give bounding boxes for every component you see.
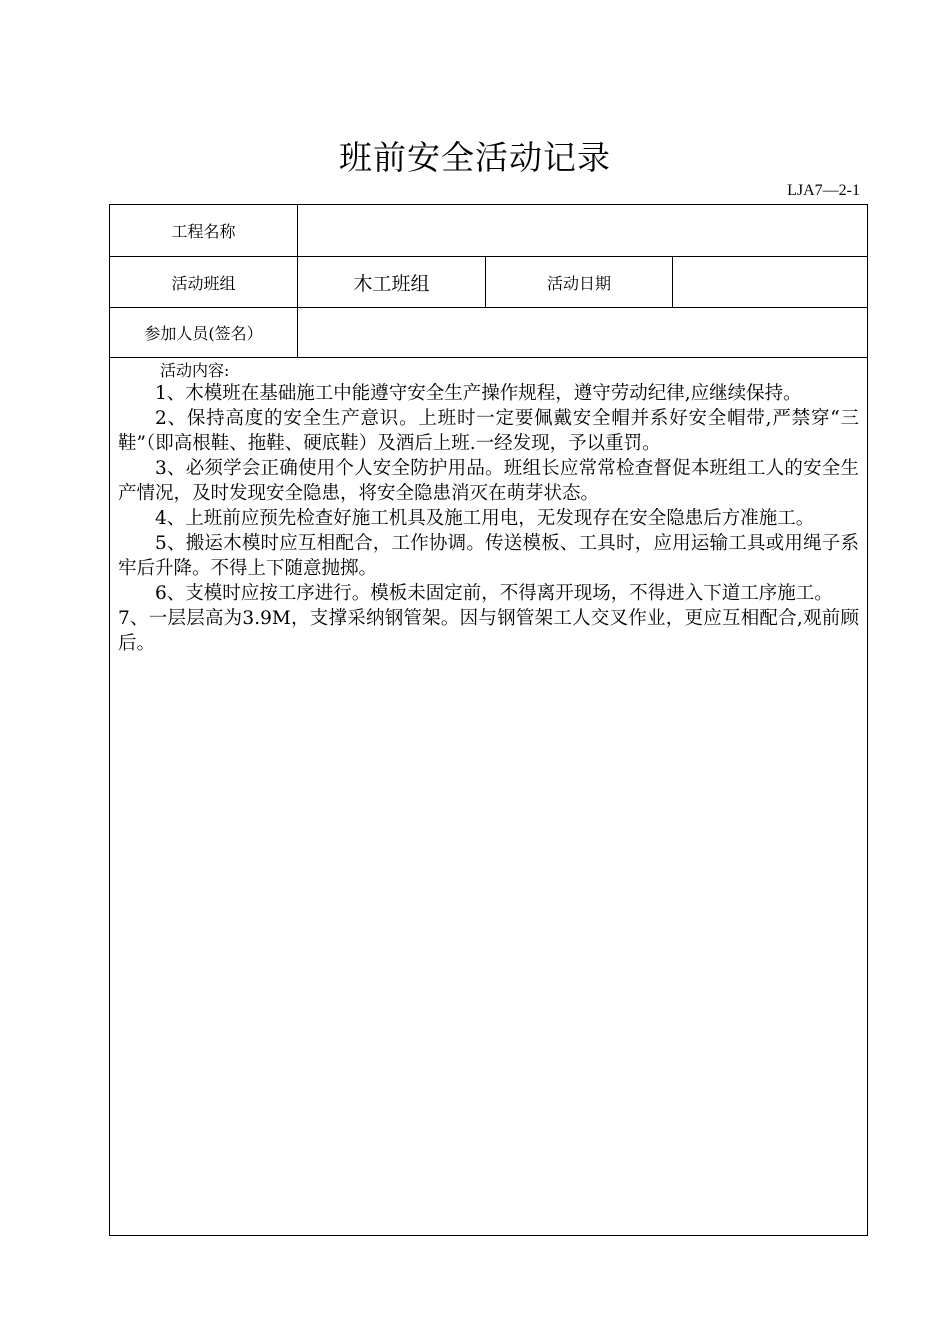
form-code: LJA7—2-1 <box>787 182 860 199</box>
team-field[interactable]: 木工班组 <box>298 257 486 307</box>
date-field[interactable] <box>673 257 867 307</box>
content-item: 5、搬运木模时应互相配合，工作协调。传送模板、工具时，应用运输工具或用绳子系牢后升降。不得上下随意抛掷。 <box>118 533 859 579</box>
content-item: 6、支模时应按工序进行。模板未固定前，不得离开现场，不得进入下道工序施工。 <box>155 583 833 604</box>
date-label: 活动日期 <box>486 257 673 307</box>
team-row <box>110 257 867 308</box>
activity-content <box>118 358 859 656</box>
participants-label: 参加人员(签名） <box>110 308 298 357</box>
content-item: 3、必须学会正确使用个人安全防护用品。班组长应常常检查督促本班组工人的安全生产情况，及时发现安全隐患，将安全隐患消灭在萌芽状态。 <box>118 458 859 504</box>
project-name-label: 工程名称 <box>110 205 298 256</box>
participants-row <box>110 308 867 358</box>
activity-record-form <box>109 204 868 1236</box>
content-item: 4、上班前应预先检查好施工机具及施工用电，无发现存在安全隐患后方准施工。 <box>155 508 815 529</box>
participants-field[interactable] <box>298 308 867 357</box>
content-item: 2、保持高度的安全生产意识。上班时一定要佩戴安全帽并系好安全帽带,严禁穿“三鞋”（即高根鞋、拖鞋、硬底鞋）及酒后上班.一经发现，予以重罚。 <box>118 408 859 454</box>
document-title: 班前安全活动记录 <box>339 138 611 177</box>
content-item: 1、木模班在基础施工中能遵守安全生产操作规程，遵守劳动纪律,应继续保持。 <box>155 383 802 404</box>
project-name-field[interactable] <box>298 205 867 256</box>
content-item: 7、一层层高为3.9M，支撑采纳钢管架。因与钢管架工人交叉作业，更应互相配合,观前顾后。 <box>118 608 859 654</box>
project-name-row <box>110 205 867 257</box>
team-label: 活动班组 <box>110 257 298 307</box>
content-heading: 活动内容: <box>160 361 230 380</box>
